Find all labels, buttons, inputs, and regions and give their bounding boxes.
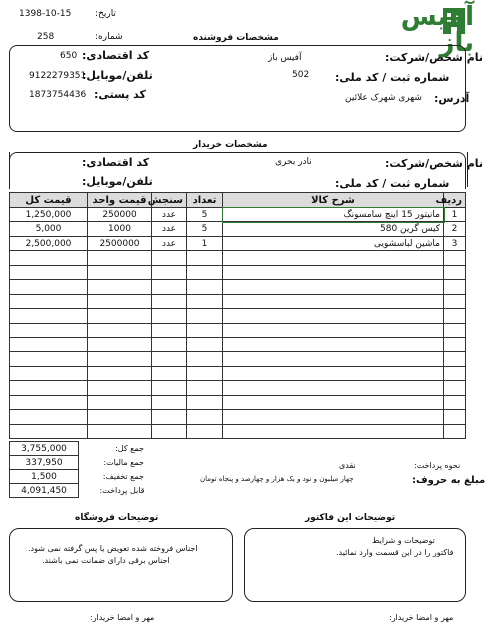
table-row (10, 366, 466, 380)
date-label: تاریخ: (95, 9, 116, 19)
table-cell-desc: ماشین لباسشویی (223, 236, 444, 250)
table-cell-desc (223, 337, 444, 351)
payable-label: قابل پرداخت: (99, 486, 145, 495)
seller-notes-box (9, 528, 233, 602)
totals-table (9, 441, 148, 498)
table-cell-qty: 1 (187, 236, 223, 250)
table-cell-total (10, 352, 88, 366)
table-row (10, 381, 466, 395)
items-table (9, 192, 466, 439)
payment-method-value: نقدی (339, 461, 356, 470)
table-cell-total (10, 424, 88, 438)
seller-name-value: آفیس باز (268, 53, 302, 63)
table-cell-desc (223, 294, 444, 308)
table-cell-idx: 3 (444, 236, 466, 250)
seller-econ-label: کد اقتصادی: (82, 49, 150, 62)
table-cell-price (88, 323, 152, 337)
date-value: 1398-10-15 (19, 9, 72, 19)
table-cell-desc (223, 410, 444, 424)
table-cell-total (10, 280, 88, 294)
table-row (10, 208, 466, 222)
table-row (10, 323, 466, 337)
table-cell-price: 2500000 (88, 236, 152, 250)
table-cell-price (88, 294, 152, 308)
table-cell-total: 5,000 (10, 222, 88, 236)
table-cell-unit (152, 424, 187, 438)
table-cell-idx (444, 381, 466, 395)
table-cell-idx (444, 424, 466, 438)
table-cell-unit (152, 323, 187, 337)
table-cell-unit: عدد (152, 208, 187, 222)
tax-value: 337,950 (10, 456, 79, 470)
table-cell-unit: عدد (152, 236, 187, 250)
table-cell-total (10, 395, 88, 409)
sum-value: 3,755,000 (10, 442, 79, 456)
table-cell-idx (444, 352, 466, 366)
seller-signature-label: مهر و امضا خریدار: (90, 613, 155, 622)
table-row (10, 395, 466, 409)
table-cell-qty (187, 410, 223, 424)
table-cell-total: 2,500,000 (10, 236, 88, 250)
table-cell-idx: 2 (444, 222, 466, 236)
invoice-notes-text-1: توضیحات و شرایط (372, 536, 435, 545)
table-row (10, 236, 466, 250)
table-cell-price (88, 265, 152, 279)
table-cell-unit (152, 251, 187, 265)
seller-address-value: شهری شهرک علائین (345, 93, 422, 103)
table-cell-qty (187, 265, 223, 279)
table-cell-desc (223, 424, 444, 438)
number-label: شماره: (95, 32, 123, 42)
table-cell-total (10, 309, 88, 323)
table-cell-price (88, 395, 152, 409)
table-cell-idx (444, 294, 466, 308)
table-cell-total (10, 410, 88, 424)
table-cell-qty (187, 337, 223, 351)
table-cell-desc: کیس گرین 580 (223, 222, 444, 236)
table-cell-unit (152, 410, 187, 424)
table-cell-total (10, 265, 88, 279)
col-header-row: ردیف (444, 193, 466, 208)
table-cell-qty: 5 (187, 222, 223, 236)
col-header-desc: شرح کالا (223, 193, 444, 208)
seller-postal-value: 1873754436 (29, 90, 87, 100)
buyer-reg-label: شماره ثبت / کد ملی: (335, 177, 450, 190)
table-cell-qty (187, 309, 223, 323)
table-cell-unit (152, 309, 187, 323)
buyer-phone-label: تلفن/موبایل: (82, 175, 153, 188)
seller-notes-text-1: اجناس فروخته شده تعویض یا پس گرفته نمی شود. (28, 544, 198, 553)
col-header-unit: سنجش (152, 193, 187, 208)
table-row (10, 410, 466, 424)
table-row (10, 424, 466, 438)
amount-words-value: چهار میلیون و نود و یک هزار و چهارصد و پنجاه تومان (200, 475, 354, 483)
logo-text: آفیس باز (400, 2, 474, 58)
table-cell-price (88, 309, 152, 323)
table-cell-unit: عدد (152, 222, 187, 236)
table-cell-idx (444, 251, 466, 265)
table-cell-qty (187, 294, 223, 308)
invoice-notes-title: توضیحات این فاکتور (305, 513, 396, 523)
table-cell-idx (444, 337, 466, 351)
table-cell-qty (187, 280, 223, 294)
table-cell-unit (152, 265, 187, 279)
table-cell-unit (152, 381, 187, 395)
table-cell-price (88, 280, 152, 294)
seller-address-label: آدرس: (434, 92, 470, 105)
table-cell-price (88, 410, 152, 424)
table-cell-qty (187, 395, 223, 409)
table-cell-qty (187, 381, 223, 395)
table-cell-desc (223, 280, 444, 294)
buyer-name-value: نادر بحری (275, 157, 312, 167)
table-cell-price (88, 337, 152, 351)
discount-label: جمع تخفیف: (102, 472, 144, 481)
table-cell-idx (444, 395, 466, 409)
table-cell-desc (223, 309, 444, 323)
sum-label: جمع کل: (115, 444, 144, 453)
table-cell-price (88, 251, 152, 265)
table-cell-price (88, 352, 152, 366)
seller-econ-value: 650 (60, 51, 78, 61)
table-row (10, 280, 466, 294)
table-cell-idx (444, 366, 466, 380)
table-cell-total (10, 366, 88, 380)
table-row (10, 294, 466, 308)
table-row (10, 251, 466, 265)
table-cell-price: 1000 (88, 222, 152, 236)
table-cell-total (10, 381, 88, 395)
seller-reg-value: 502 (292, 70, 310, 80)
table-cell-idx (444, 323, 466, 337)
table-cell-price (88, 366, 152, 380)
table-cell-total (10, 323, 88, 337)
amount-words-label: مبلغ به حروف: (412, 475, 485, 486)
table-cell-idx (444, 309, 466, 323)
buyer-econ-label: کد اقتصادی: (82, 156, 150, 169)
seller-name-label: نام شخص/شرکت: (385, 51, 484, 64)
col-header-qty: تعداد (187, 193, 223, 208)
table-cell-desc (223, 381, 444, 395)
table-cell-unit (152, 294, 187, 308)
seller-phone-label: تلفن/موبایل: (82, 69, 153, 82)
seller-postal-label: کد پستی: (94, 88, 146, 101)
table-row (10, 222, 466, 236)
table-cell-total (10, 294, 88, 308)
table-cell-total (10, 337, 88, 351)
payment-method-label: نحوه پرداخت: (414, 461, 461, 470)
table-cell-price (88, 424, 152, 438)
table-cell-qty (187, 424, 223, 438)
table-cell-qty: 5 (187, 208, 223, 222)
table-cell-idx: 1 (444, 208, 466, 222)
table-cell-idx (444, 265, 466, 279)
seller-notes-title: توضیحات فروشگاه (75, 513, 159, 523)
col-header-total: قیمت کل (10, 193, 88, 208)
table-cell-idx (444, 410, 466, 424)
tax-label: جمع مالیات: (103, 458, 144, 467)
payable-value: 4,091,450 (10, 484, 79, 498)
table-cell-total (10, 251, 88, 265)
seller-phone-value: 9122279351 (29, 71, 87, 81)
table-cell-desc (223, 251, 444, 265)
table-cell-unit (152, 337, 187, 351)
col-header-price: قیمت واحد (88, 193, 152, 208)
buyer-section-title: مشخصات خریدار (193, 140, 268, 150)
table-cell-qty (187, 251, 223, 265)
table-row (10, 309, 466, 323)
table-cell-desc (223, 352, 444, 366)
table-cell-desc (223, 395, 444, 409)
table-cell-desc (223, 366, 444, 380)
seller-section-title: مشخصات فروشنده (193, 33, 279, 43)
table-row (10, 352, 466, 366)
table-cell-unit (152, 280, 187, 294)
seller-reg-label: شماره ثبت / کد ملی: (335, 71, 450, 84)
table-cell-price: 250000 (88, 208, 152, 222)
table-cell-qty (187, 366, 223, 380)
table-cell-desc (223, 323, 444, 337)
table-cell-unit (152, 395, 187, 409)
table-cell-qty (187, 323, 223, 337)
table-cell-qty (187, 352, 223, 366)
number-value: 258 (37, 32, 55, 42)
table-cell-price (88, 381, 152, 395)
table-cell-desc: مانیتور 15 اینچ سامسونگ (223, 208, 444, 222)
table-cell-idx (444, 280, 466, 294)
table-cell-unit (152, 366, 187, 380)
table-cell-desc (223, 265, 444, 279)
seller-notes-text-2: اجناس برقی دارای ضمانت نمی باشند. (42, 556, 170, 565)
buyer-name-label: نام شخص/شرکت: (385, 157, 484, 170)
invoice-notes-text-2: فاکتور را در این قسمت وارد نمائید. (336, 548, 454, 557)
buyer-signature-label: مهر و امضا خریدار: (389, 613, 454, 622)
table-cell-total: 1,250,000 (10, 208, 88, 222)
table-cell-unit (152, 352, 187, 366)
table-row (10, 337, 466, 351)
discount-value: 1,500 (10, 470, 79, 484)
table-row (10, 265, 466, 279)
